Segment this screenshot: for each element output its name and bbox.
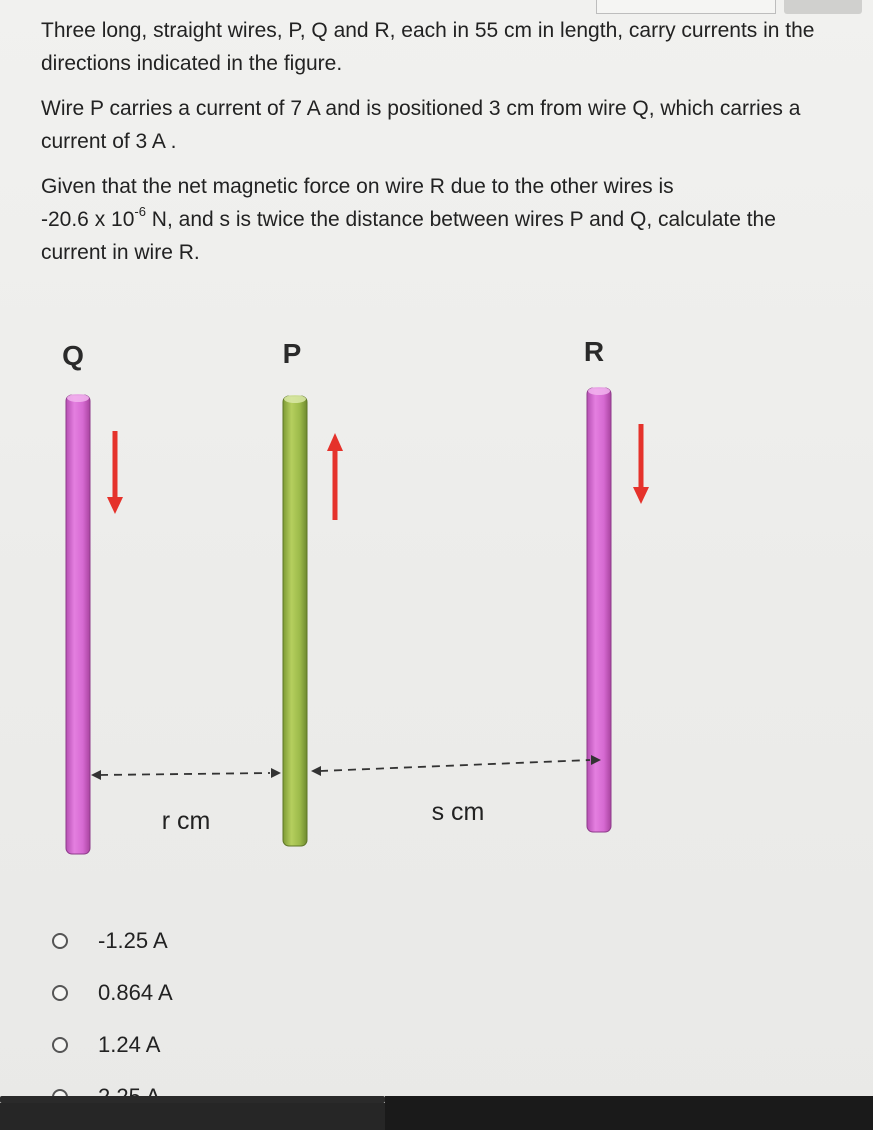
screen-bezel-left	[0, 1103, 385, 1130]
radio-button[interactable]	[52, 933, 68, 949]
wire-label-r: R	[583, 336, 605, 367]
radio-button[interactable]	[52, 1037, 68, 1053]
top-box[interactable]	[596, 0, 776, 14]
wire-r	[587, 387, 611, 832]
radio-button[interactable]	[52, 985, 68, 1001]
option-1[interactable]	[52, 915, 173, 967]
distance-line-r	[91, 768, 281, 780]
wire-q	[66, 394, 90, 854]
option-2[interactable]	[52, 967, 173, 1019]
distance-line-s	[311, 755, 601, 776]
question-paragraph-3-start: Given that the net magnetic force on wire R due to the other wires is	[41, 175, 674, 198]
wire-p	[283, 395, 307, 846]
wires-figure	[0, 320, 873, 880]
option-label: -1.25 A	[98, 928, 168, 953]
question-paragraph-3-end: N, and s is twice the distance between wires P and Q, calculate the current in wire R.	[41, 208, 776, 264]
screen-bezel	[385, 1096, 873, 1130]
force-mantissa: -20.6 x 10	[41, 208, 135, 231]
distance-label-r: r cm	[161, 807, 211, 835]
force-exponent: -6	[134, 204, 146, 219]
question-paragraph-1: Three long, straight wires, P, Q and R, each in 55 cm in length, carry currents in the directions indicated in the figure.	[41, 19, 815, 75]
current-arrow-p-up-icon	[327, 433, 343, 520]
top-grey-box[interactable]	[784, 0, 862, 14]
question-paragraph-2: Wire P carries a current of 7 A and is positioned 3 cm from wire Q, which carries a current of 3 A .	[41, 97, 801, 153]
current-arrow-q-down-icon	[107, 431, 123, 514]
option-label: 0.864 A	[98, 980, 173, 1005]
option-label: 1.24 A	[98, 1032, 161, 1057]
wire-label-p: P	[282, 338, 302, 369]
answer-options	[52, 915, 173, 1123]
current-arrow-r-down-icon	[633, 424, 649, 504]
divider-line	[0, 1096, 385, 1103]
wire-label-q: Q	[62, 340, 84, 371]
option-3[interactable]	[52, 1019, 173, 1071]
question-text	[41, 14, 841, 281]
distance-label-s: s cm	[431, 798, 485, 826]
wires-diagram	[0, 320, 873, 880]
question-paragraph-3	[41, 170, 841, 269]
